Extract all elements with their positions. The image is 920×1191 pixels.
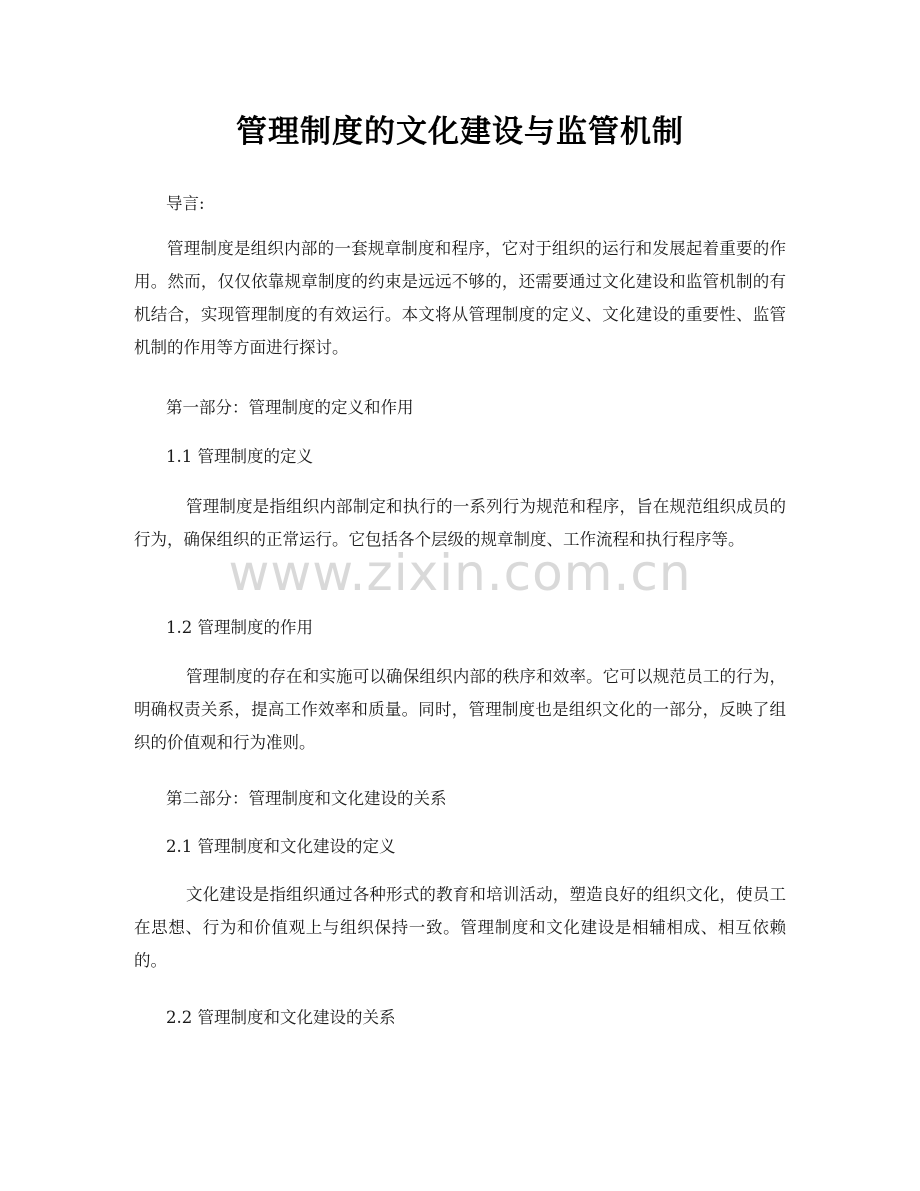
section-2-1-paragraph: 文化建设是指组织通过各种形式的教育和培训活动，塑造良好的组织文化，使员工在思想、行为和价值观上与组织保持一致。管理制度和文化建设是相辅相成、相互依赖的。: [134, 885, 786, 970]
section-2-2-heading: 2.2 管理制度和文化建设的关系: [166, 1008, 396, 1027]
intro-paragraph: 管理制度是组织内部的一套规章制度和程序，它对于组织的运行和发展起着重要的作用。然而，仅仅依靠规章制度的约束是远远不够的，还需要通过文化建设和监管机制的有机结合，实现管理制度的有效运行。本文将从管理制度的定义、文化建设的重要性、监管机制的作用等方面进行探讨。: [134, 239, 786, 357]
intro-heading: 导言:: [166, 194, 205, 213]
part1-heading: 第一部分：管理制度的定义和作用: [166, 398, 414, 417]
part2-heading: 第二部分：管理制度和文化建设的关系: [166, 789, 447, 808]
section-1-1-heading: 1.1 管理制度的定义: [166, 447, 313, 466]
section-1-2-heading: 1.2 管理制度的作用: [166, 618, 313, 637]
document-title: 管理制度的文化建设与监管机制: [236, 114, 684, 150]
section-2-1-heading: 2.1 管理制度和文化建设的定义: [166, 837, 396, 856]
section-1-1-paragraph: 管理制度是指组织内部制定和执行的一系列行为规范和程序，旨在规范组织成员的行为，确保组织的正常运行。它包括各个层级的规章制度、工作流程和执行程序等。: [134, 497, 786, 549]
section-1-2-paragraph: 管理制度的存在和实施可以确保组织内部的秩序和效率。它可以规范员工的行为，明确权责关系，提高工作效率和质量。同时，管理制度也是组织文化的一部分，反映了组织的价值观和行为准则。: [134, 667, 786, 752]
watermark-text: www.zixin.com.cn: [228, 544, 692, 602]
